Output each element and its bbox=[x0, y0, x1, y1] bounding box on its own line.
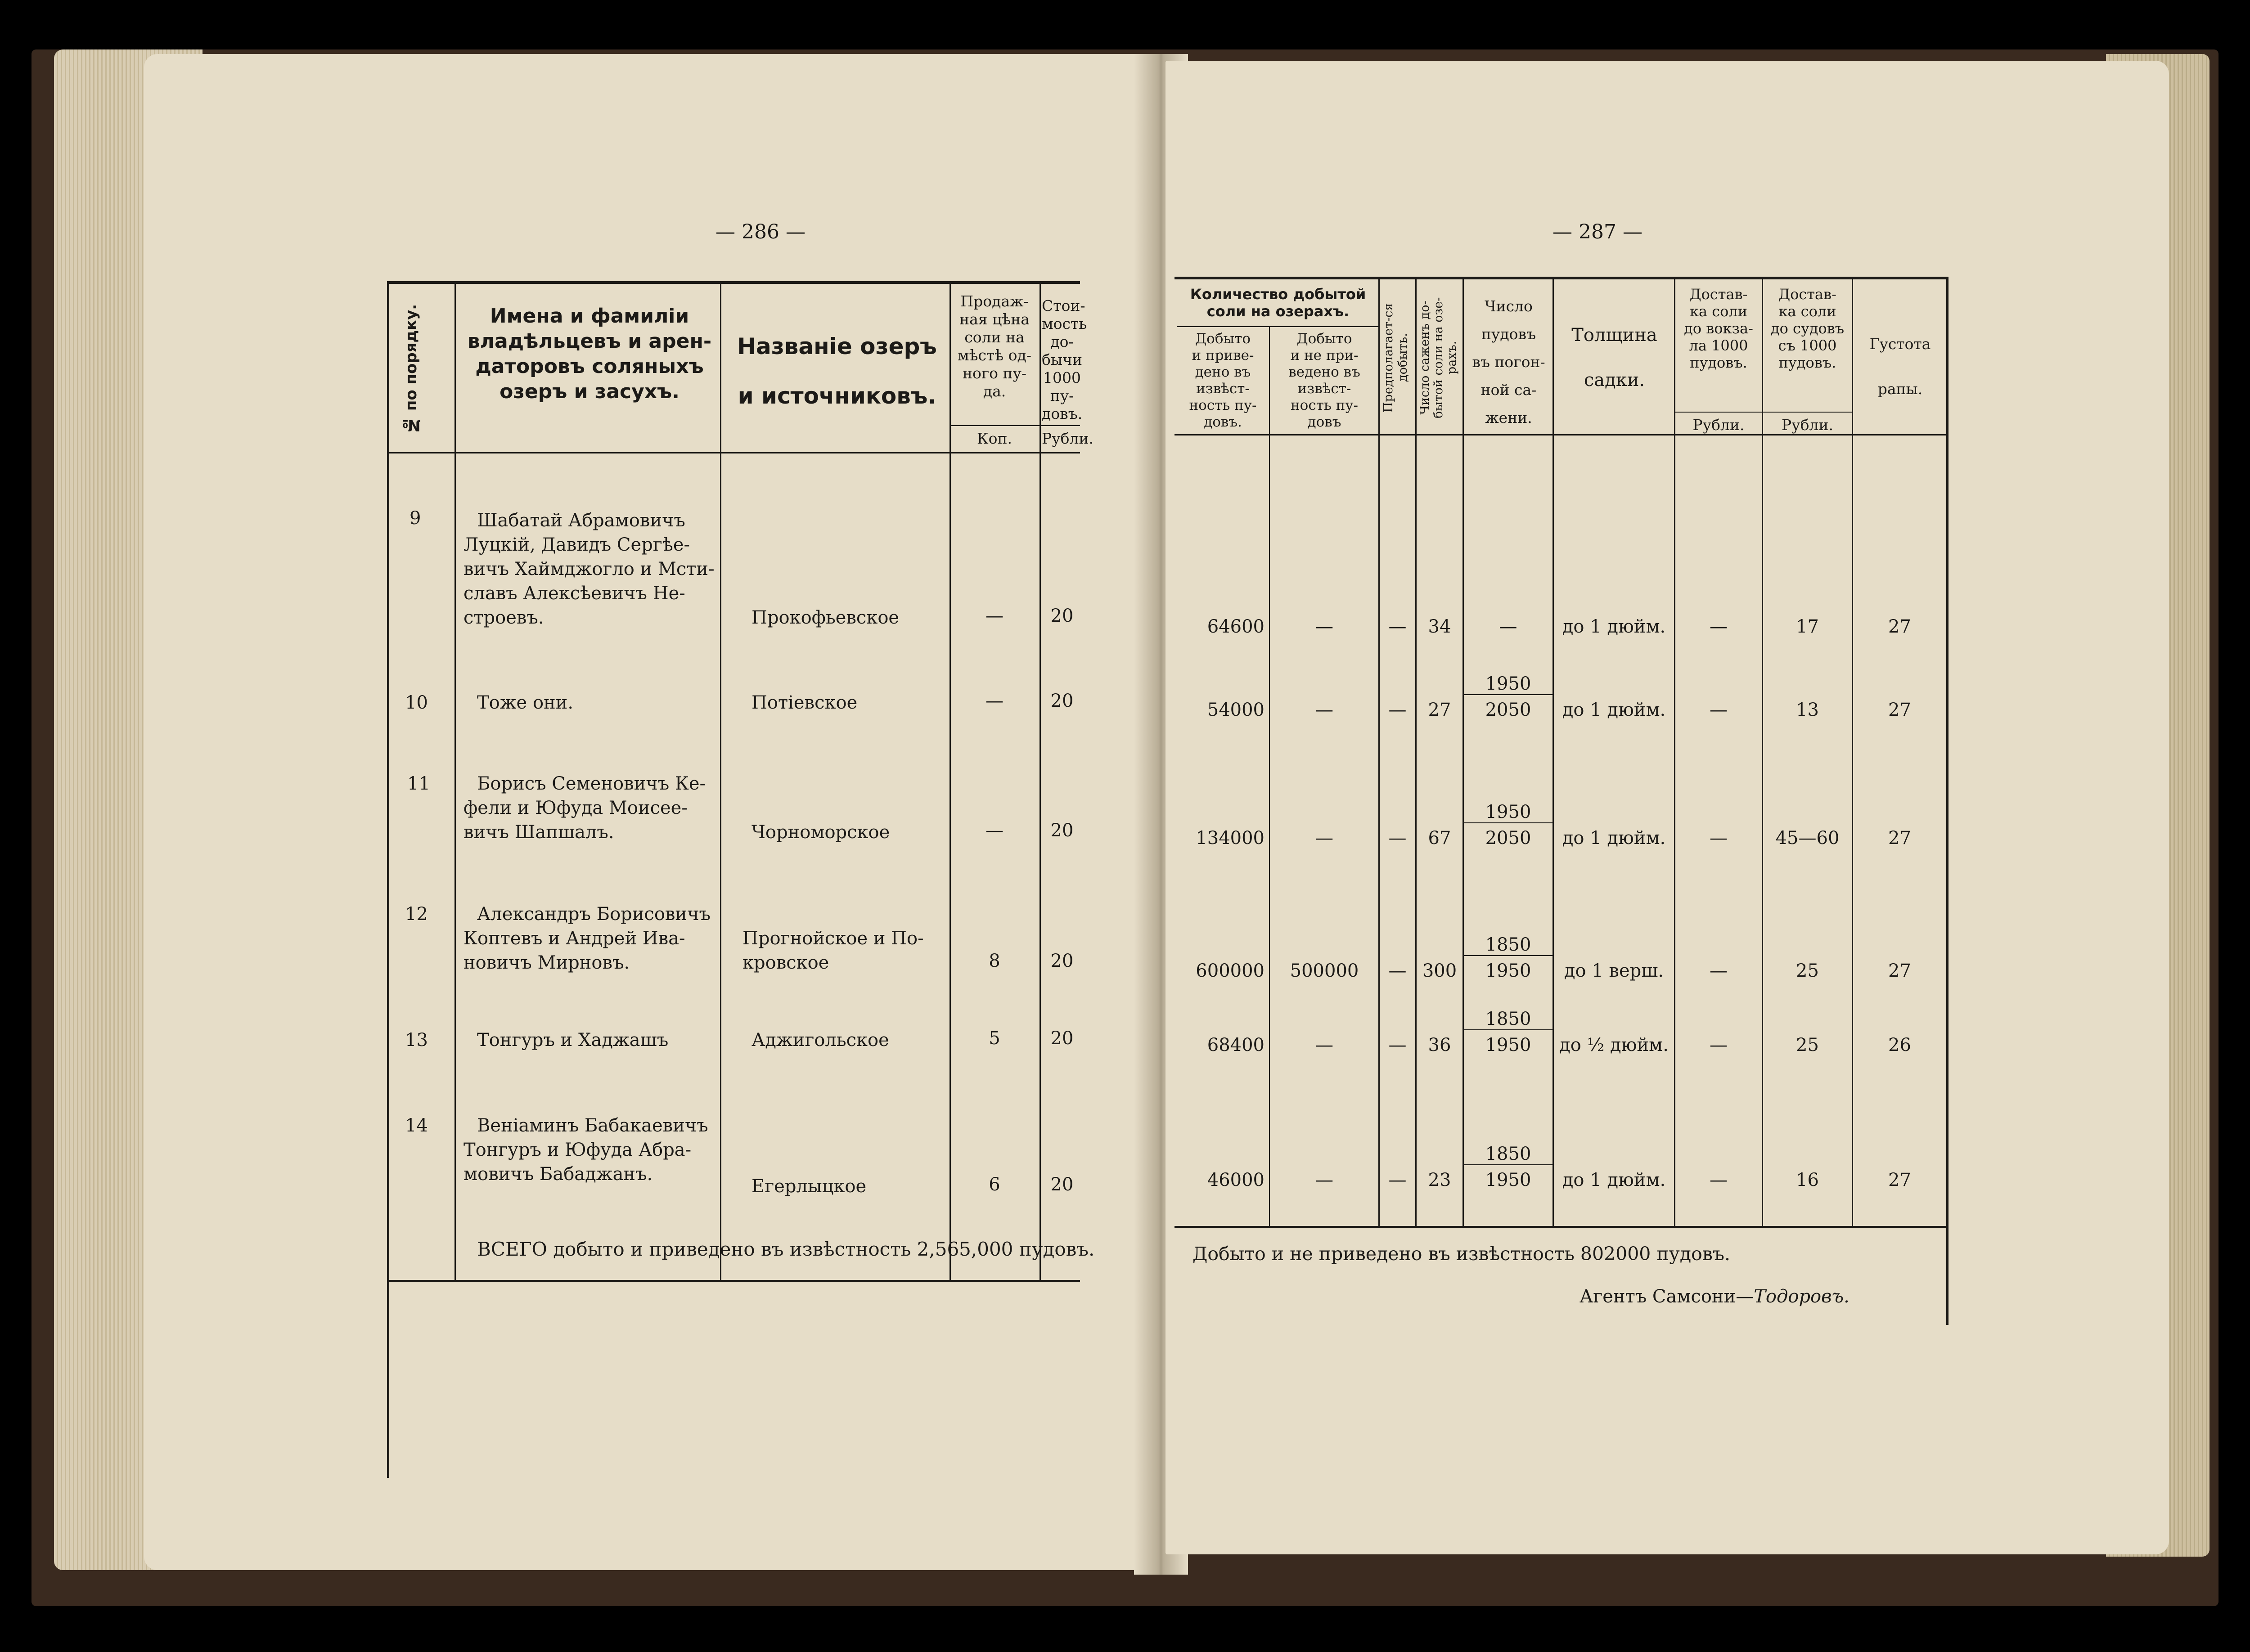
cell-sazhen: 34 bbox=[1428, 616, 1451, 637]
cell-forecast: — bbox=[1388, 700, 1407, 720]
header-delivery-station: Достав- ка соли до вокза- ла 1000 пудовъ. bbox=[1684, 286, 1753, 371]
cell-poods-upper: 1850 bbox=[1464, 934, 1552, 956]
cell-dens: 27 bbox=[1888, 828, 1911, 848]
col-divider bbox=[950, 281, 951, 1280]
cell-unknown: 500000 bbox=[1290, 961, 1359, 981]
owner-line: славъ Алексѣевичъ Не- bbox=[464, 583, 685, 604]
cell-ship: 25 bbox=[1796, 1035, 1819, 1055]
owner-line: Луцкiй, Давидъ Сергѣе- bbox=[464, 534, 690, 555]
cell-unknown: — bbox=[1315, 700, 1333, 720]
cell-known: 46000 bbox=[1207, 1170, 1264, 1190]
row-number: 10 bbox=[405, 692, 428, 713]
row-number: 9 bbox=[410, 508, 421, 529]
col-divider bbox=[1462, 279, 1464, 1226]
cost-cell: 20 bbox=[1050, 691, 1074, 711]
cell-poods: 2050 bbox=[1485, 700, 1531, 720]
right-total: Добыто и не приведено въ извѣстность 802000 пудовъ. bbox=[1192, 1243, 1730, 1265]
left-page bbox=[144, 54, 1161, 1570]
price-cell: 6 bbox=[989, 1174, 1000, 1195]
cost-cell: 20 bbox=[1050, 951, 1074, 971]
header-thickness: Толщина садки. bbox=[1571, 325, 1657, 391]
owner-line: Коптевъ и Андрей Ива- bbox=[464, 928, 685, 949]
cell-poods-upper: 1850 bbox=[1464, 1009, 1552, 1030]
header-rule bbox=[1174, 434, 1946, 435]
cell-thick: до 1 дюйм. bbox=[1562, 1170, 1666, 1190]
cell-known: 600000 bbox=[1196, 961, 1264, 981]
cell-poods-upper: 1950 bbox=[1464, 802, 1552, 823]
cell-poods: 2050 bbox=[1485, 828, 1531, 848]
cell-thick: до 1 дюйм. bbox=[1562, 700, 1666, 720]
owner-line: Венiаминъ Бабакаевичъ bbox=[477, 1115, 708, 1136]
header-density: Густота рапы. bbox=[1869, 335, 1931, 398]
header-rule bbox=[389, 452, 1080, 453]
signature-prefix: Агентъ Самсони— bbox=[1580, 1286, 1754, 1307]
header-cost: Стои- мость до- бычи 1000 пу- довъ. bbox=[1042, 297, 1087, 422]
signature bbox=[1580, 1284, 1850, 1309]
row-number: 13 bbox=[405, 1030, 428, 1050]
cell-forecast: — bbox=[1388, 616, 1407, 637]
owner-line: вичъ Хаймджогло и Мсти- bbox=[464, 559, 715, 579]
cell-sazhen: 27 bbox=[1428, 700, 1451, 720]
cell-thick: до 1 верш. bbox=[1564, 961, 1664, 981]
header-delivery-ship: Достав- ка соли до судовъ съ 1000 пудовъ. bbox=[1770, 286, 1845, 371]
cell-station: — bbox=[1710, 1170, 1728, 1190]
col-divider bbox=[1552, 279, 1554, 1226]
price-cell: — bbox=[986, 820, 1004, 841]
owner-line: мовичъ Бабаджанъ. bbox=[464, 1164, 653, 1185]
cell-station: — bbox=[1710, 828, 1728, 848]
cell-forecast: — bbox=[1388, 961, 1407, 981]
cell-thick: до 1 дюйм. bbox=[1562, 828, 1666, 848]
header-owners: Имена и фамилiи владѣльцевъ и арен- даторовъ соляныхъ озеръ и засухъ. bbox=[467, 305, 712, 403]
qty-subrule bbox=[1177, 326, 1379, 327]
cell-sazhen: 67 bbox=[1428, 828, 1451, 848]
col-divider bbox=[1378, 279, 1380, 1226]
row-number: 12 bbox=[405, 904, 428, 925]
cost-cell: 20 bbox=[1050, 1028, 1074, 1049]
cell-sazhen: 36 bbox=[1428, 1035, 1451, 1055]
signature-name: Тодоровъ. bbox=[1754, 1286, 1850, 1307]
right-page bbox=[1166, 61, 2169, 1554]
cell-dens: 26 bbox=[1888, 1035, 1911, 1055]
owner-line: фели и Юфуда Моисее- bbox=[464, 798, 688, 818]
cell-unknown: — bbox=[1315, 1170, 1333, 1190]
cell-poods: — bbox=[1499, 616, 1517, 637]
header-poods: Число пудовъ въ погон- ной са- жени. bbox=[1472, 297, 1545, 426]
page-number-left: — 286 — bbox=[716, 220, 806, 243]
price-cell: 8 bbox=[989, 951, 1000, 971]
cell-sazhen: 300 bbox=[1422, 961, 1457, 981]
header-cost-unit: Рубли. bbox=[1042, 430, 1094, 447]
row-number: 11 bbox=[407, 773, 430, 794]
cell-forecast: — bbox=[1388, 1035, 1407, 1055]
left-total: ВСЕГО добыто и приведено въ извѣстность 2,565,000 пудовъ. bbox=[477, 1238, 1095, 1260]
price-cell: 5 bbox=[989, 1028, 1000, 1049]
table-top-rule bbox=[387, 281, 1080, 284]
cost-cell: 20 bbox=[1050, 820, 1074, 841]
lake-name: Потiевское bbox=[752, 692, 858, 713]
cell-station: — bbox=[1710, 616, 1728, 637]
cell-ship: 17 bbox=[1796, 616, 1819, 637]
owner-line: строевъ. bbox=[464, 607, 544, 628]
table-top-rule bbox=[1174, 277, 1948, 279]
col-divider bbox=[1269, 326, 1270, 1226]
cell-dens: 27 bbox=[1888, 1170, 1911, 1190]
lake-name: Прогнойское и По- кровское bbox=[742, 928, 924, 973]
header-no: № по порядку. bbox=[402, 304, 420, 434]
cell-dens: 27 bbox=[1888, 700, 1911, 720]
cell-known: 64600 bbox=[1207, 616, 1264, 637]
lake-name: Егерлыцкое bbox=[752, 1176, 867, 1197]
unit-rule bbox=[1674, 412, 1852, 413]
cell-dens: 27 bbox=[1888, 961, 1911, 981]
cost-cell: 20 bbox=[1050, 606, 1074, 626]
lake-name: Чорноморское bbox=[752, 822, 890, 843]
header-price-unit: Коп. bbox=[977, 430, 1012, 447]
cell-known: 134000 bbox=[1196, 828, 1264, 848]
owner-line: Тонгуръ и Хаджашъ bbox=[477, 1030, 669, 1050]
cell-ship: 45—60 bbox=[1775, 828, 1840, 848]
row-number: 14 bbox=[405, 1115, 428, 1136]
header-lakes: Названiе озеръ и источниковъ. bbox=[737, 333, 937, 409]
cell-ship: 16 bbox=[1796, 1170, 1819, 1190]
col-divider bbox=[1852, 279, 1853, 1226]
owner-line: новичъ Мирновъ. bbox=[464, 952, 630, 973]
cell-thick: до ½ дюйм. bbox=[1559, 1035, 1669, 1055]
cell-poods: 1950 bbox=[1485, 1170, 1531, 1190]
table-left-rule bbox=[387, 281, 389, 1478]
cell-sazhen: 23 bbox=[1428, 1170, 1451, 1190]
header-unit: Рубли. bbox=[1782, 416, 1833, 434]
unit-rule bbox=[950, 425, 1080, 426]
cell-ship: 13 bbox=[1796, 700, 1819, 720]
col-divider bbox=[1415, 279, 1417, 1226]
cell-station: — bbox=[1710, 1035, 1728, 1055]
cell-thick: до 1 дюйм. bbox=[1562, 616, 1666, 637]
header-qty: Количество добытой соли на озерахъ. bbox=[1190, 286, 1366, 320]
header-sazhen: Число саженъ до-бытой соли на озе-рахъ. bbox=[1418, 297, 1459, 418]
table-right-rule bbox=[1946, 277, 1948, 1325]
price-cell: — bbox=[986, 606, 1004, 626]
cell-forecast: — bbox=[1388, 1170, 1407, 1190]
cell-poods-upper: 1850 bbox=[1464, 1144, 1552, 1165]
table-bottom-rule bbox=[1174, 1226, 1946, 1228]
cell-poods-upper: 1950 bbox=[1464, 673, 1552, 695]
cost-cell: 20 bbox=[1050, 1174, 1074, 1195]
header-unknown: Добыто и не при- ведено въ извѣст- ность пу- довъ bbox=[1288, 331, 1360, 430]
cell-dens: 27 bbox=[1888, 616, 1911, 637]
cell-forecast: — bbox=[1388, 828, 1407, 848]
cell-poods: 1950 bbox=[1485, 1035, 1531, 1055]
cell-known: 54000 bbox=[1207, 700, 1264, 720]
col-divider bbox=[1040, 281, 1041, 1280]
lake-name: Аджигольское bbox=[752, 1030, 889, 1050]
lake-name: Прокофьевское bbox=[752, 607, 900, 628]
owner-line: Шабатай Абрамовичъ bbox=[477, 510, 685, 531]
price-cell: — bbox=[986, 691, 1004, 711]
owner-line: Тоже они. bbox=[477, 692, 574, 713]
cell-station: — bbox=[1710, 961, 1728, 981]
page-number-right: — 287 — bbox=[1552, 220, 1642, 243]
cell-known: 68400 bbox=[1207, 1035, 1264, 1055]
col-divider bbox=[720, 281, 721, 1280]
cell-unknown: — bbox=[1315, 616, 1333, 637]
cell-station: — bbox=[1710, 700, 1728, 720]
cell-poods: 1950 bbox=[1485, 961, 1531, 981]
owner-line: вичъ Шапшалъ. bbox=[464, 822, 614, 843]
owner-line: Александръ Борисовичъ bbox=[477, 904, 711, 925]
owner-line: Борисъ Семеновичъ Ке- bbox=[477, 773, 706, 794]
col-divider bbox=[454, 281, 456, 1280]
cell-unknown: — bbox=[1315, 1035, 1333, 1055]
cell-unknown: — bbox=[1315, 828, 1333, 848]
header-known: Добыто и приве- дено въ извѣст- ность пу- довъ. bbox=[1189, 331, 1257, 430]
owner-line: Тонгуръ и Юфуда Абра- bbox=[464, 1140, 692, 1160]
cell-ship: 25 bbox=[1796, 961, 1819, 981]
header-price: Продаж- ная цѣна соли на мѣстѣ од- ного пу- да. bbox=[957, 292, 1032, 400]
header-forecast: Предполагает-ся добыть. bbox=[1382, 303, 1410, 413]
table-bottom-rule bbox=[389, 1280, 1080, 1282]
header-unit: Рубли. bbox=[1692, 416, 1745, 434]
